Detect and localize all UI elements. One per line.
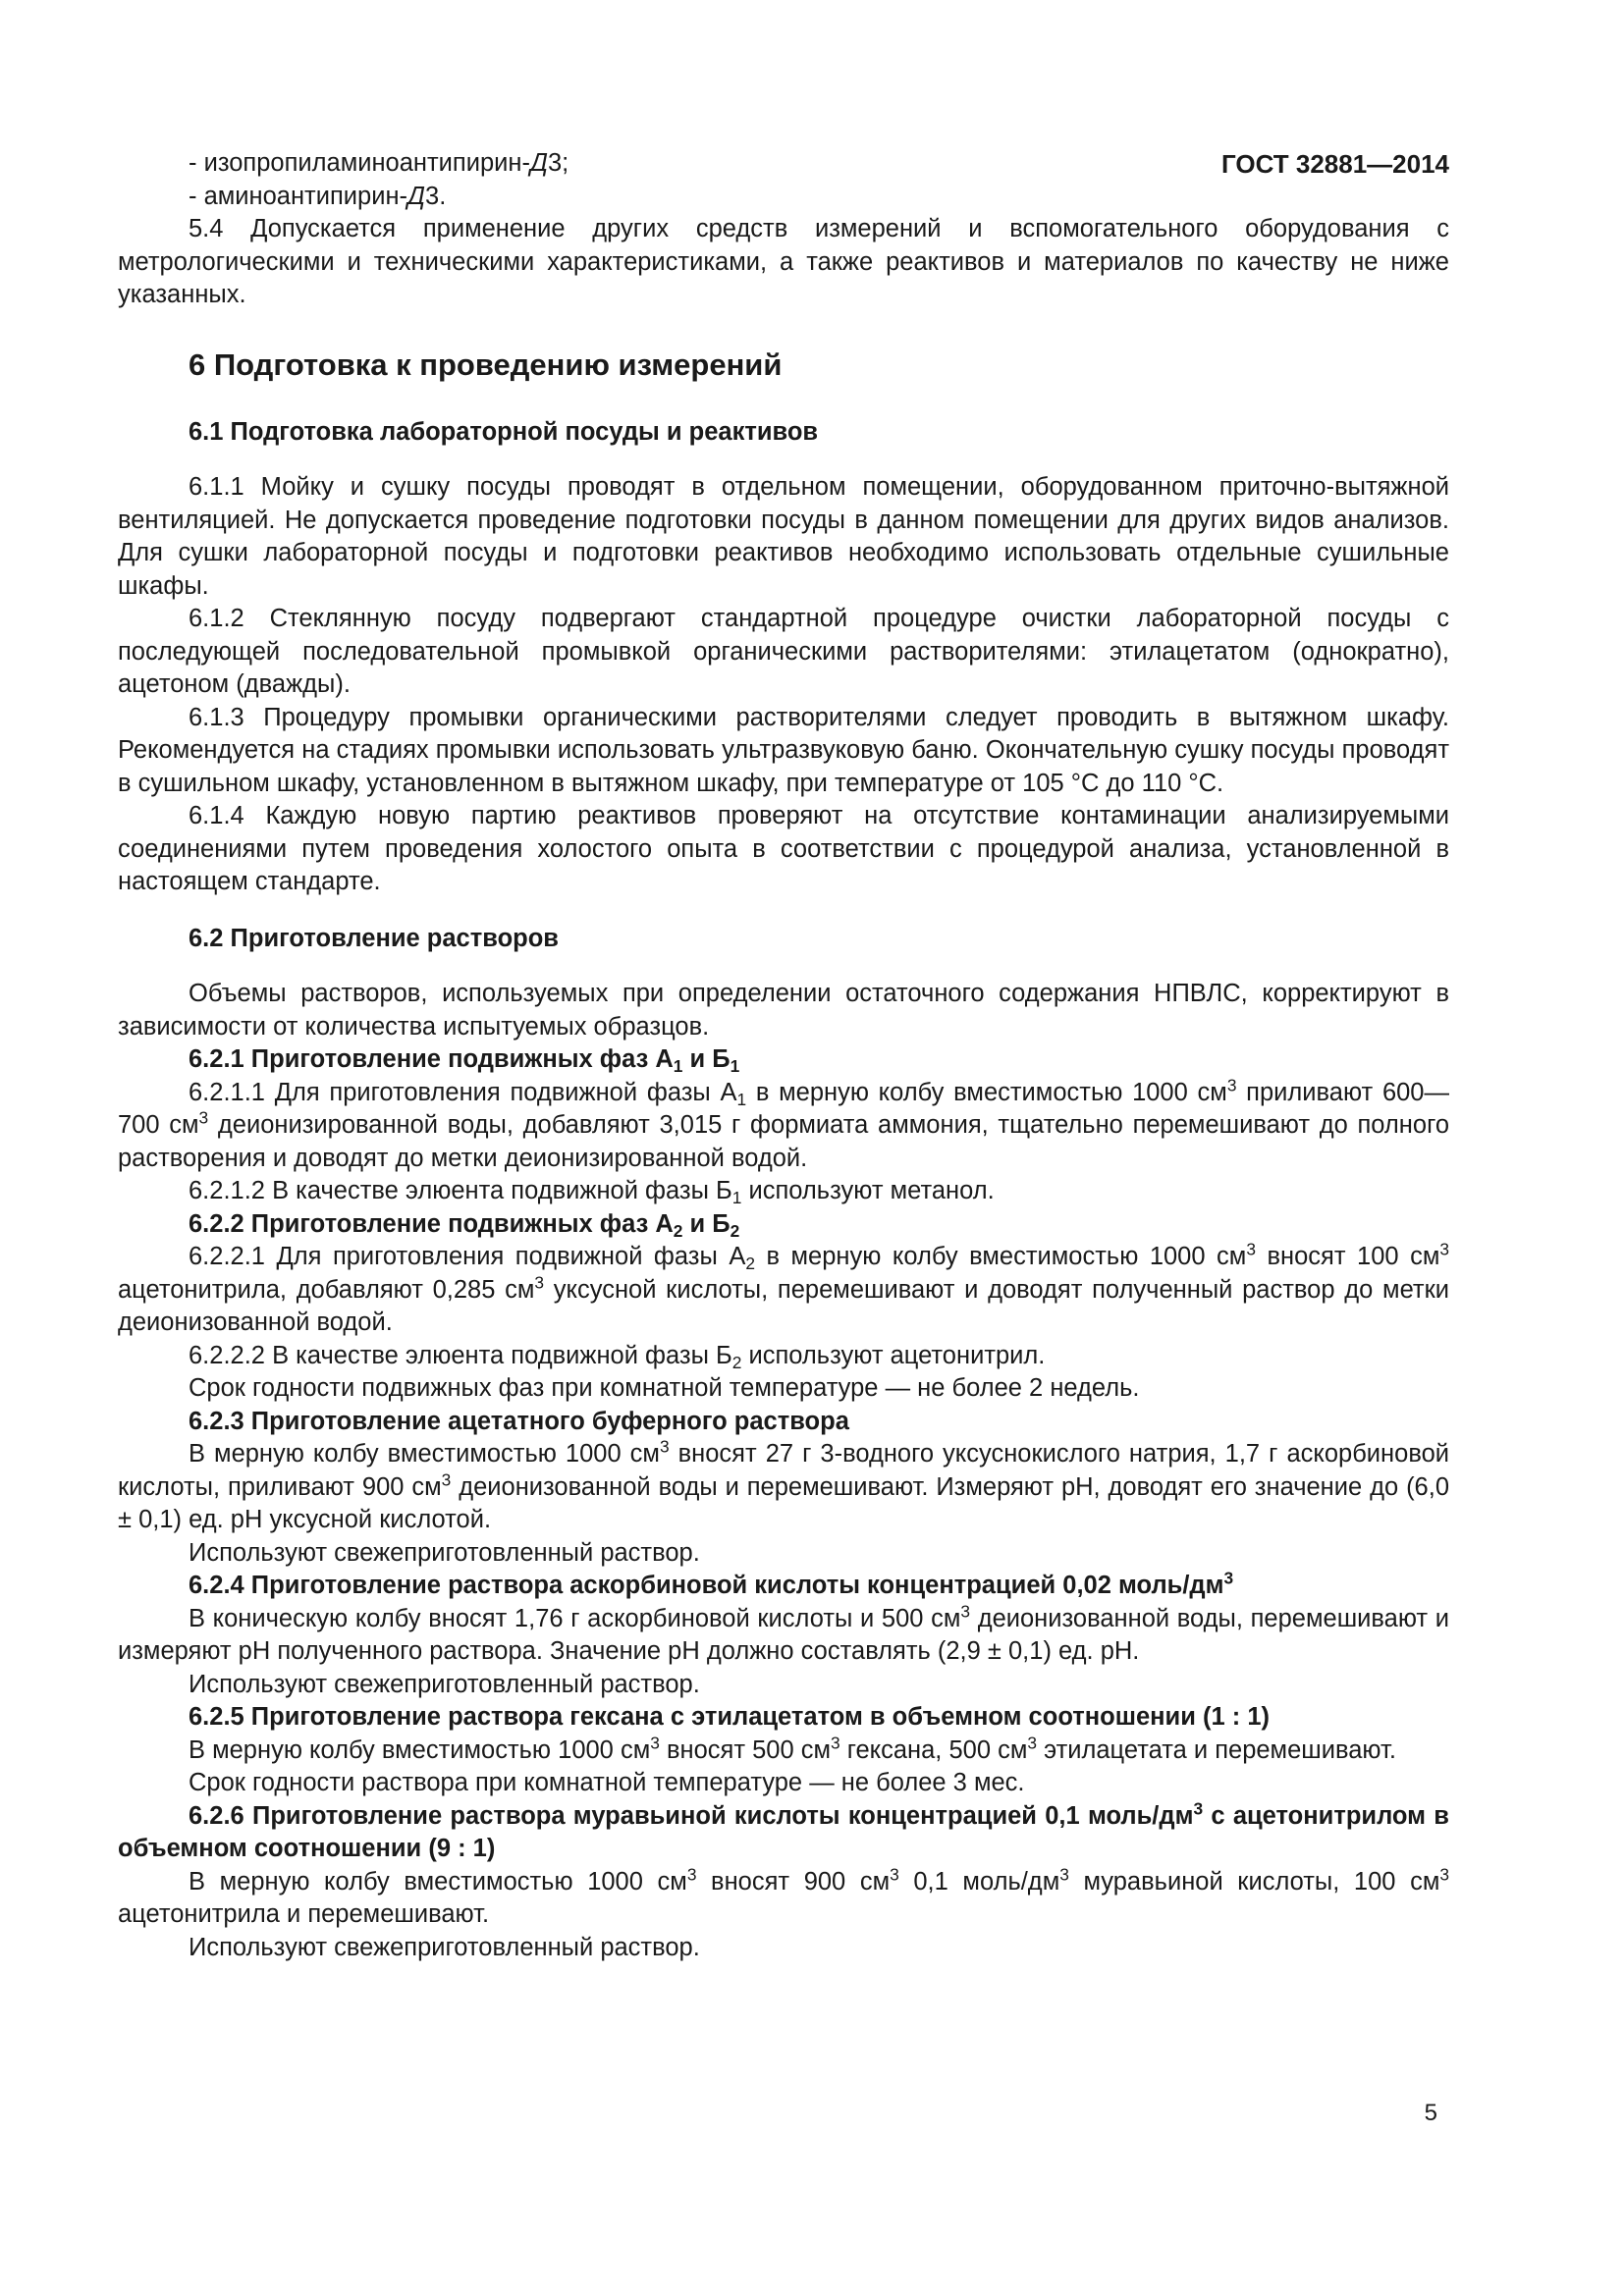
section-6-1-title: 6.1 Подготовка лабораторной посуды и реактивов: [189, 417, 819, 446]
paragraph-6-2-1-1: 6.2.1.1 Для приготовления подвижной фазы $А_1$ в мерную колбу вместимостью 1000 $см^3$ приливают 600—700 $см^3$ деионизированной воды, добавляют 3,015 г формиата аммония, тщательно перемешивают до полного растворения и доводят до метки деионизированной водой.: [118, 1074, 1449, 1172]
heading-6-2-1: 6.2.1 Приготовление подвижных фаз $А_1$ и $Б_1$: [189, 1045, 740, 1077]
paragraph-6-2-3: В мерную колбу вместимостью 1000 $см^3$ вносят 27 г 3-водного уксуснокислого натрия, 1,7 г аскорбиновой кислоты, приливают 900 $см^3$ деионизованной воды и перемешивают. Измеряют pH, доводят его значение до (6,0 ± 0,1) ед. pH уксусной кислотой.: [118, 1436, 1450, 1533]
heading-6-2-3: 6.2.3 Приготовление ацетатного буферного раствора: [189, 1407, 849, 1435]
page-body: [118, 147, 1449, 1964]
paragraph-6-2-6-fresh: Используют свежеприготовленный раствор.: [189, 1933, 700, 1961]
paragraph-6-1-1: 6.1.1 Мойку и сушку посуды проводят в отдельном помещении, оборудованном приточно-вытяжной вентиляцией. Не допускается проведение подготовки посуды в данном помещении для других видов анализов. Для сушки лабораторной посуды и подготовки реактивов необходимо использовать отдельные сушильные шкафы.: [118, 473, 1449, 600]
paragraph-6-2-4: В коническую колбу вносят 1,76 г аскорбиновой кислоты и 500 $см^3$ деионизованной воды, перемешивают и измеряют pH полученного раствора. Значение pH должно составлять (2,9 ± 0,1) ед. pH.: [118, 1600, 1449, 1665]
document-header: ГОСТ 32881—2014: [1221, 149, 1449, 179]
page-number: 5: [1424, 2100, 1437, 2126]
heading-6-2-2: 6.2.2 Приготовление подвижных фаз $А_2$ и $Б_2$: [189, 1209, 740, 1241]
paragraph-6-2-5: В мерную колбу вместимостью 1000 $см^3$ вносят 500 $см^3$ гексана, 500 $см^3$ этилацетата и перемешивают.: [189, 1732, 1396, 1764]
paragraph-6-1-3: 6.1.3 Процедуру промывки органическими растворителями следует проводить в вытяжном шкафу. Рекомендуется на стадиях промывки использовать ультразвуковую баню. Окончательную сушку посуды проводят в сушильном шкафу, установленном в вытяжном шкафу, при температуре от 105 °С до 110 °С.: [118, 703, 1449, 797]
paragraph-6-1-4: 6.1.4 Каждую новую партию реактивов проверяют на отсутствие контаминации анализируемыми соединениями путем проведения холостого опыта в соответствии с процедурой анализа, установленной в настоящем стандарте.: [118, 802, 1449, 895]
paragraph-6-1-2: 6.1.2 Стеклянную посуду подвергают стандартной процедуре очистки лабораторной посуды с последующей последовательной промывкой органическими растворителями: этилацетатом (однократно), ацетоном (дважды).: [118, 605, 1449, 698]
heading-6-2-5: 6.2.5 Приготовление раствора гексана с этилацетатом в объемном соотношении (1 : 1): [189, 1703, 1271, 1731]
paragraph-6-2-2-shelf-life: Срок годности подвижных фаз при комнатной температуре — не более 2 недель.: [189, 1374, 1140, 1402]
heading-6-2-4: 6.2.4 Приготовление раствора аскорбиновой кислоты концентрацией 0,02 моль/$дм^3$: [189, 1568, 1234, 1599]
paragraph-6-2-3-fresh: Используют свежеприготовленный раствор.: [189, 1538, 700, 1567]
paragraph-6-2-1-2: 6.2.1.2 В качестве элюента подвижной фазы $Б_1$ используют метанол.: [189, 1177, 995, 1208]
list-item: - аминоантипирин-Д3.: [189, 182, 447, 210]
paragraph-6-2-2-2: 6.2.2.2 В качестве элюента подвижной фазы $Б_2$ используют ацетонитрил.: [189, 1341, 1046, 1372]
section-6-title: 6 Подготовка к проведению измерений: [189, 347, 783, 382]
paragraph-6-2-intro: Объемы растворов, используемых при определении остаточного содержания НПВЛС, корректируют в зависимости от количества испытуемых образцов.: [118, 980, 1449, 1041]
list-item: - изопропиламиноантипирин-Д3;: [189, 149, 569, 177]
paragraph-6-2-5-shelf-life: Срок годности раствора при комнатной температуре — не более 3 мес.: [189, 1769, 1025, 1796]
paragraph-6-2-6: В мерную колбу вместимостью 1000 $см^3$ вносят 900 $см^3$ 0,1 моль/$дм^3$ муравьиной кислоты, 100 $см^3$ ацетонитрила и перемешивают.: [118, 1863, 1449, 1928]
section-6-2-title: 6.2 Приготовление растворов: [189, 924, 559, 952]
paragraph-6-2-4-fresh: Используют свежеприготовленный раствор.: [189, 1670, 700, 1698]
paragraph-6-2-2-1: 6.2.2.1 Для приготовления подвижной фазы $А_2$ в мерную колбу вместимостью 1000 $см^3$ вносят 100 $см^3$ ацетонитрила, добавляют 0,285 $см^3$ уксусной кислоты, перемешивают и доводят полученный раствор до метки деионизованной водой.: [118, 1239, 1450, 1336]
paragraph-5-4: 5.4 Допускается применение других средств измерений и вспомогательного оборудования с метрологическими и техническими характеристиками, а также реактивов и материалов по качеству не ниже указанных.: [118, 215, 1449, 308]
heading-6-2-6: 6.2.6 Приготовление раствора муравьиной кислоты концентрацией 0,1 моль/$дм^3$ с ацетонитрилом в объемном соотношении (9 : 1): [118, 1797, 1449, 1862]
